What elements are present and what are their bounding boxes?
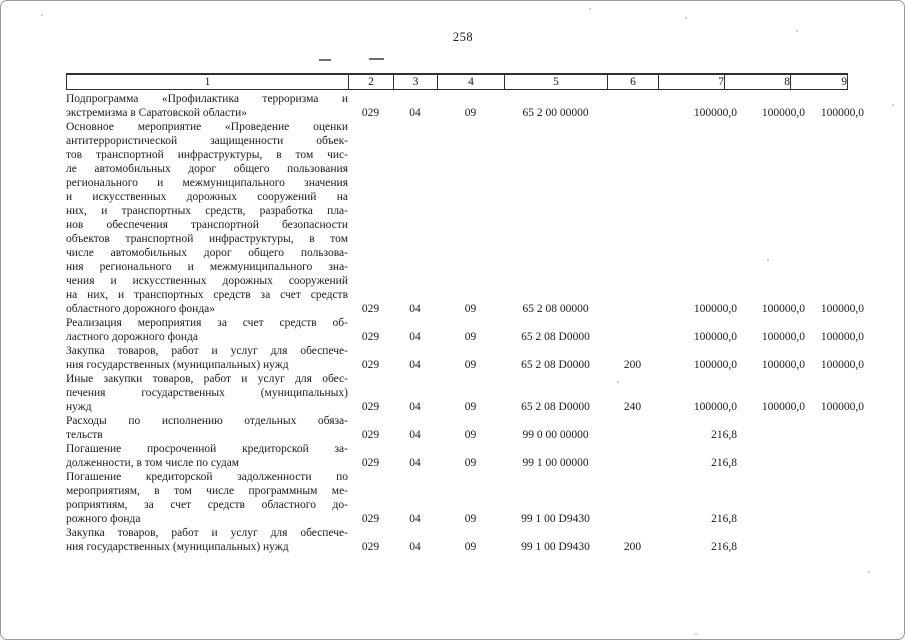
value-cell-c8: 100000,0 [761, 107, 805, 119]
row-description [66, 344, 348, 372]
value-cell-c5: 65 2 08 D0000 [521, 331, 590, 343]
value-cell-c3: 04 [409, 429, 421, 441]
description-line: регионального и межмуниципального значения [66, 177, 348, 189]
scan-speck [892, 104, 894, 106]
header-cell-8: 8 [725, 75, 791, 89]
value-cell-c7: 100000,0 [693, 331, 737, 343]
row-description [66, 526, 348, 554]
value-cell-c4: 09 [464, 429, 477, 441]
description-line: объектов транспортной инфраструктуры, в том [66, 233, 348, 245]
value-cell-c2: 029 [361, 303, 380, 315]
value-cell-c7: 216,8 [711, 541, 737, 553]
description-line: числе автомобильных дорог общего пользова- [66, 247, 348, 259]
value-cell-c4: 09 [464, 401, 477, 413]
value-cell-c9: 100000,0 [820, 331, 864, 343]
value-cell-c3: 04 [409, 331, 421, 343]
description-line: Основное мероприятие «Проведение оценки [66, 121, 348, 133]
row-description [66, 470, 348, 526]
value-cell-c7: 100000,0 [693, 107, 737, 119]
value-cell-c2: 029 [361, 429, 380, 441]
value-cell-c7: 216,8 [711, 457, 737, 469]
description-line: Закупка товаров, работ и услуг для обеспече- [66, 345, 348, 357]
scan-artifact-dash [319, 59, 331, 61]
value-cell-c6: 200 [623, 541, 642, 553]
value-cell-c9: 100000,0 [820, 303, 864, 315]
scan-artifact-dash [369, 58, 384, 60]
description-line: Погашение кредиторской задолженности по [66, 471, 348, 483]
value-cell-c5: 99 1 00 D9430 [521, 513, 590, 525]
description-line: роприятиям, за счет средств областного до- [66, 499, 348, 511]
row-description [66, 372, 348, 414]
table-row [66, 442, 848, 470]
header-cell-4: 4 [438, 75, 505, 89]
scan-speck [589, 8, 591, 10]
value-cell-c8: 100000,0 [761, 359, 805, 371]
description-line: нужд [66, 401, 92, 413]
value-cell-c8: 100000,0 [761, 401, 805, 413]
description-line: областного дорожного фонда» [66, 303, 216, 315]
table-row [66, 344, 864, 372]
table-row [66, 120, 864, 316]
value-cell-c5: 65 2 08 D0000 [521, 359, 590, 371]
value-cell-c4: 09 [464, 359, 477, 371]
value-cell-c5: 99 1 00 D9430 [521, 541, 590, 553]
value-cell-c5: 99 0 00 00000 [522, 429, 589, 441]
description-line: ния государственных (муниципальных) нужд [66, 359, 289, 371]
description-line: экстремизма в Саратовской области» [66, 107, 248, 119]
value-cell-c3: 04 [409, 513, 421, 525]
table-header-row [66, 73, 848, 90]
value-cell-c4: 09 [464, 107, 477, 119]
value-cell-c5: 65 2 00 00000 [522, 107, 589, 119]
value-cell-c4: 09 [464, 331, 477, 343]
description-line: на них, и транспортных средств за счет средств [66, 289, 348, 301]
scan-speck [41, 14, 43, 16]
table-row [66, 414, 848, 442]
scan-speck [685, 17, 687, 19]
value-cell-c3: 04 [409, 303, 421, 315]
description-line: мероприятиям, в том числе программным ме- [66, 485, 348, 497]
value-cell-c7: 216,8 [711, 513, 737, 525]
value-cell-c2: 029 [361, 513, 380, 525]
description-line: тов транспортной инфраструктуры, в том чис- [66, 149, 348, 161]
description-line: антитеррористической защищенности объек- [66, 135, 348, 147]
table-row [66, 316, 864, 344]
description-line: долженности, в том числе по судам [66, 457, 240, 469]
value-cell-c4: 09 [464, 457, 477, 469]
value-cell-c8: 100000,0 [761, 303, 805, 315]
header-cell-7: 7 [659, 75, 725, 89]
row-description [66, 120, 348, 316]
value-cell-c7: 100000,0 [693, 359, 737, 371]
table-row [66, 526, 848, 554]
description-line: Иные закупки товаров, работ и услуг для обес- [66, 373, 348, 385]
table-row [66, 470, 848, 526]
value-cell-c2: 029 [361, 457, 380, 469]
value-cell-c9: 100000,0 [820, 401, 864, 413]
value-cell-c6: 240 [623, 401, 642, 413]
value-cell-c9: 100000,0 [820, 359, 864, 371]
scan-speck [695, 633, 697, 635]
header-cell-1: 1 [67, 75, 349, 89]
description-line: них, и транспортных средств, разработка пла- [66, 205, 348, 217]
row-description [66, 442, 348, 470]
table-row [66, 372, 864, 414]
header-cell-3: 3 [394, 75, 438, 89]
value-cell-c7: 100000,0 [693, 401, 737, 413]
value-cell-c4: 09 [464, 541, 477, 553]
value-cell-c7: 216,8 [711, 429, 737, 441]
description-line: чения и искусственных дорожных сооружений [66, 275, 348, 287]
value-cell-c2: 029 [361, 541, 380, 553]
header-cell-5: 5 [505, 75, 608, 89]
description-line: ластного дорожного фонда [66, 331, 198, 343]
value-cell-c9: 100000,0 [820, 107, 864, 119]
budget-table [66, 73, 864, 554]
value-cell-c7: 100000,0 [693, 303, 737, 315]
description-line: Подпрограмма «Профилактика терроризма и [66, 93, 348, 105]
description-line: Закупка товаров, работ и услуг для обеспече- [66, 527, 348, 539]
value-cell-c3: 04 [409, 359, 421, 371]
value-cell-c2: 029 [361, 107, 380, 119]
value-cell-c6: 200 [623, 359, 642, 371]
value-cell-c3: 04 [409, 457, 421, 469]
value-cell-c5: 99 1 00 00000 [522, 457, 589, 469]
value-cell-c3: 04 [409, 107, 421, 119]
header-cell-2: 2 [349, 75, 394, 89]
value-cell-c2: 029 [361, 359, 380, 371]
scan-speck [868, 571, 870, 573]
description-line: нов обеспечения транспортной безопасности [66, 219, 348, 231]
scan-speck [796, 30, 798, 32]
value-cell-c4: 09 [464, 513, 477, 525]
description-line: печения государственных (муниципальных) [66, 387, 348, 399]
value-cell-c4: 09 [464, 303, 477, 315]
table-row [66, 92, 864, 120]
row-description [66, 414, 348, 442]
value-cell-c5: 65 2 08 00000 [522, 303, 589, 315]
value-cell-c8: 100000,0 [761, 331, 805, 343]
description-line: ния регионального и межмуниципального зна- [66, 261, 348, 273]
value-cell-c2: 029 [361, 331, 380, 343]
description-line: рожного фонда [66, 513, 141, 525]
description-line: тельств [66, 429, 103, 441]
value-cell-c3: 04 [409, 401, 421, 413]
description-line: ле автомобильных дорог общего пользования [66, 163, 348, 175]
description-line: Погашение просроченной кредиторской за- [66, 443, 348, 455]
description-line: Расходы по исполнению отдельных обяза- [66, 415, 348, 427]
page-number: 258 [452, 30, 474, 44]
row-description [66, 316, 348, 344]
table-body [66, 92, 864, 554]
value-cell-c3: 04 [409, 541, 421, 553]
header-cell-9: 9 [841, 76, 847, 88]
row-description [66, 92, 348, 120]
value-cell-c2: 029 [361, 401, 380, 413]
description-line: Реализация мероприятия за счет средств об- [66, 317, 348, 329]
description-line: и искусственных дорожных сооружений на [66, 191, 348, 203]
value-cell-c5: 65 2 08 D0000 [521, 401, 590, 413]
description-line: ния государственных (муниципальных) нужд [66, 541, 289, 553]
header-cell-6: 6 [608, 75, 659, 89]
